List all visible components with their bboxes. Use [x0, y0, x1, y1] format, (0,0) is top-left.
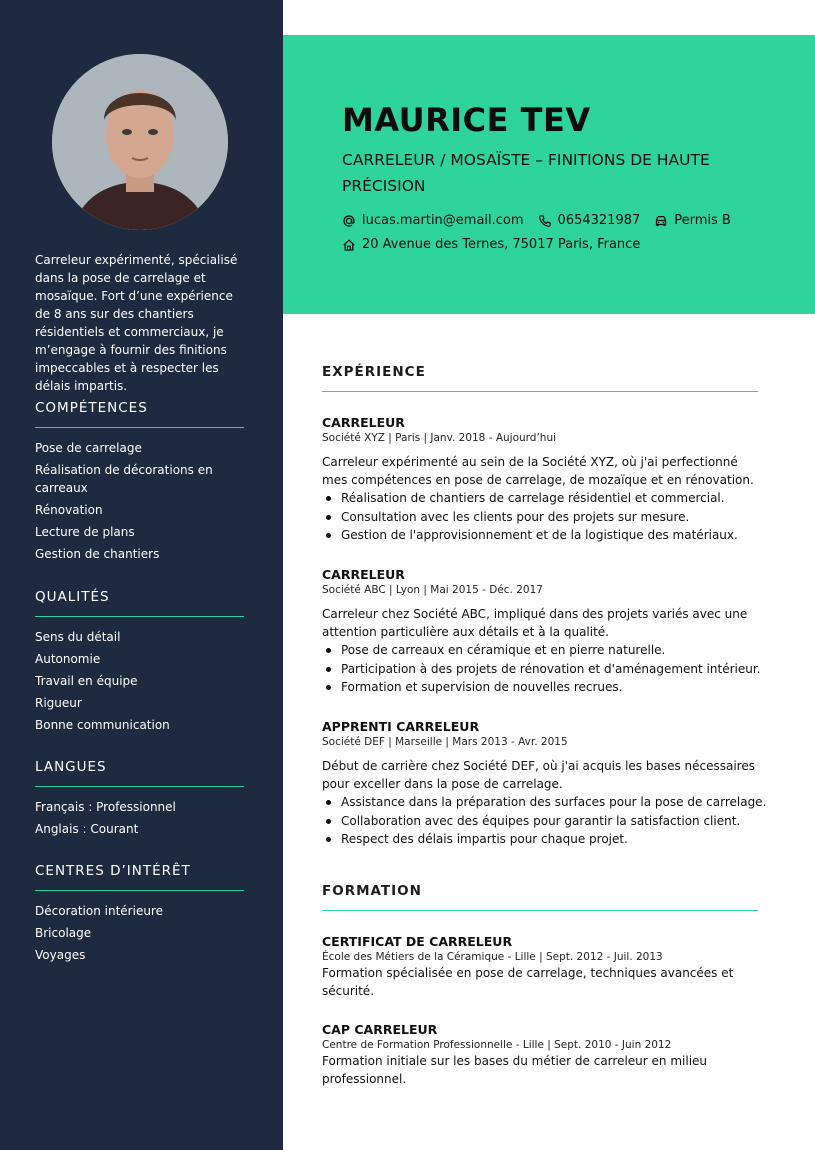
list-item: Rénovation — [35, 503, 103, 517]
contact-row-2 — [342, 237, 654, 252]
list-item: Réalisation de décorations en carreaux — [35, 463, 213, 495]
list-item: Lecture de plans — [35, 525, 135, 539]
interests-divider — [35, 890, 244, 891]
list-item: Consultation avec les clients pour des projets sur mesure. — [322, 508, 759, 527]
list-item: Voyages — [35, 948, 86, 962]
job-bullets — [322, 641, 759, 697]
list-item: Rigueur — [35, 696, 82, 710]
job-description: Début de carrière chez Société DEF, où j'ai acquis les bases nécessaires pour exceller dans la pose de carrelage. — [322, 759, 755, 791]
address-contact — [342, 237, 640, 252]
list-item: Participation à des projets de rénovation et d'aménagement intérieur. — [322, 660, 759, 679]
list-item: Français : Professionnel — [35, 800, 176, 814]
car-icon — [654, 214, 668, 228]
languages-title: LANGUES — [35, 759, 107, 775]
list-item: Anglais : Courant — [35, 822, 139, 836]
skills-list — [35, 439, 245, 563]
skills-section — [35, 400, 245, 567]
job-position: CARRELEUR — [322, 567, 405, 582]
list-item: Formation et supervision de nouvelles recrues. — [322, 678, 759, 697]
job-entry — [322, 415, 759, 545]
list-item: Gestion de chantiers — [35, 547, 160, 561]
profile-summary: Carreleur expérimenté, spécialisé dans la pose de carrelage et mosaïque. Fort d’une expérience de 8 ans sur des chantiers résidentiels et commerciaux, je m’engage à fournir des finitions impeccables et à respecter les délais impartis. — [35, 253, 238, 393]
license-text: Permis B — [674, 213, 731, 228]
education-title: FORMATION — [322, 883, 422, 899]
languages-list — [35, 798, 245, 838]
list-item: Décoration intérieure — [35, 904, 163, 918]
education-entry — [322, 1022, 759, 1088]
education-header — [322, 883, 759, 911]
experience-title: EXPÉRIENCE — [322, 364, 426, 380]
job-bullets — [322, 793, 767, 849]
job-position: CARRELEUR — [322, 415, 405, 430]
list-item: Pose de carreaux en céramique et en pierre naturelle. — [322, 641, 759, 660]
interests-list — [35, 902, 245, 964]
degree-description: Formation spécialisée en pose de carrelage, techniques avancées et sécurité. — [322, 966, 734, 998]
list-item: Gestion de l'approvisionnement et de la logistique des matériaux. — [322, 526, 759, 545]
phone-icon — [538, 214, 552, 228]
degree-description: Formation initiale sur les bases du métier de carreleur en milieu professionnel. — [322, 1054, 708, 1086]
job-title-headline: CARRELEUR / MOSAÏSTE – FINITIONS DE HAUTE PRÉCISION — [342, 151, 710, 195]
list-item: Assistance dans la préparation des surfaces pour la pose de carrelage. — [322, 793, 759, 812]
contact-row-1 — [342, 213, 745, 228]
degree-title: CERTIFICAT DE CARRELEUR — [322, 934, 513, 949]
list-item: Pose de carrelage — [35, 441, 142, 455]
qualities-section — [35, 589, 245, 738]
sidebar — [0, 0, 283, 1150]
list-item: Collaboration avec des équipes pour garantir la satisfaction client. — [322, 812, 759, 831]
interests-title: CENTRES D’INTÉRÊT — [35, 863, 191, 879]
interests-section — [35, 863, 245, 968]
languages-section — [35, 759, 245, 842]
candidate-name: MAURICE TEV — [342, 101, 591, 139]
languages-divider — [35, 786, 244, 787]
job-entry — [322, 567, 759, 697]
job-description: Carreleur chez Société ABC, impliqué dans des projets variés avec une attention particulière aux détails et à la qualité. — [322, 607, 748, 639]
list-item: Bricolage — [35, 926, 92, 940]
list-item: Travail en équipe — [35, 674, 138, 688]
qualities-title: QUALITÉS — [35, 589, 110, 605]
list-item: Réalisation de chantiers de carrelage résidentiel et commercial. — [322, 489, 759, 508]
list-item: Bonne communication — [35, 718, 170, 732]
degree-title: CAP CARRELEUR — [322, 1022, 438, 1037]
education-divider — [322, 910, 758, 911]
phone-text: 0654321987 — [557, 213, 641, 228]
qualities-list — [35, 628, 245, 734]
phone-contact[interactable] — [538, 213, 641, 228]
address-text: 20 Avenue des Ternes, 75017 Paris, France — [362, 237, 641, 252]
at-icon — [342, 214, 356, 228]
email-text: lucas.martin@email.com — [362, 213, 524, 228]
email-contact[interactable] — [342, 213, 524, 228]
job-description: Carreleur expérimenté au sein de la Société XYZ, où j'ai perfectionné mes compétences en pose de carrelage, de mozaïque et en rénovation. — [322, 455, 754, 487]
education-entry — [322, 934, 759, 1000]
skills-title: COMPÉTENCES — [35, 400, 148, 416]
job-bullets — [322, 489, 759, 545]
degree-meta: École des Métiers de la Céramique - Lille | Sept. 2012 - Juil. 2013 — [322, 951, 663, 963]
list-item: Sens du détail — [35, 630, 121, 644]
profile-photo — [52, 54, 228, 230]
job-meta: Société XYZ | Paris | Janv. 2018 - Aujourd’hui — [322, 432, 557, 444]
portrait-image — [52, 54, 228, 230]
header-banner — [283, 35, 815, 314]
qualities-divider — [35, 616, 244, 617]
skills-divider — [35, 427, 244, 428]
job-meta: Société DEF | Marseille | Mars 2013 - Avr. 2015 — [322, 736, 568, 748]
job-position: APPRENTI CARRELEUR — [322, 719, 480, 734]
experience-header — [322, 364, 759, 392]
home-icon — [342, 238, 356, 252]
list-item: Autonomie — [35, 652, 101, 666]
license-info — [654, 213, 731, 228]
degree-meta: Centre de Formation Professionnelle - Lille | Sept. 2010 - Juin 2012 — [322, 1039, 672, 1051]
list-item: Respect des délais impartis pour chaque projet. — [322, 830, 759, 849]
job-meta: Société ABC | Lyon | Mai 2015 - Déc. 2017 — [322, 584, 543, 596]
experience-divider — [322, 391, 758, 392]
job-entry — [322, 719, 767, 849]
